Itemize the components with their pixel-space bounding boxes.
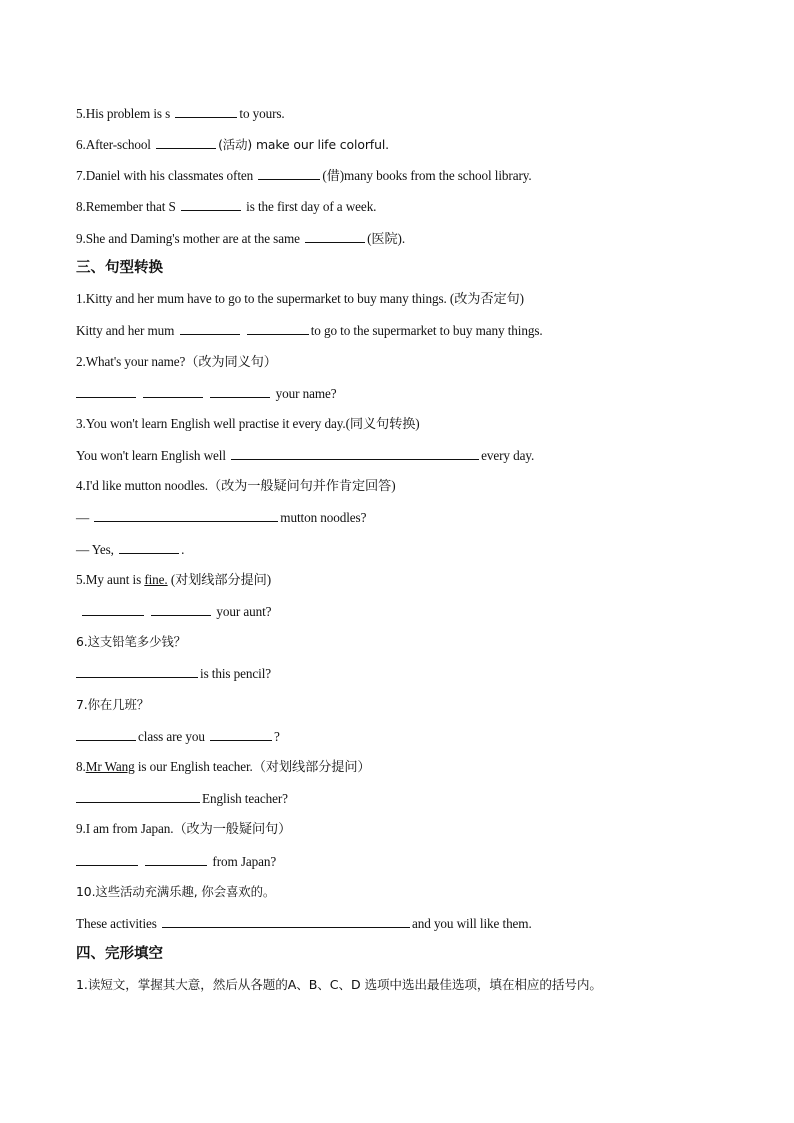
- answer-blank[interactable]: [82, 602, 144, 616]
- q7-answer: class are you ?: [76, 727, 280, 746]
- fill-item-8-tail: is the first day of a week.: [242, 199, 377, 214]
- q5-answer: your aunt?: [82, 602, 271, 621]
- q2-answer: your name?: [76, 384, 336, 403]
- q3-answer: You won't learn English well every day.: [76, 448, 535, 463]
- fill-item-6-tail: (活动) make our life colorful.: [218, 137, 390, 152]
- fill-item-9-tail: (医院).: [367, 231, 406, 246]
- answer-blank[interactable]: [151, 602, 211, 616]
- answer-blank[interactable]: [76, 727, 136, 741]
- q10-answer: These activities and you will like them.: [76, 916, 532, 931]
- underlined-phrase: Mr Wang: [85, 759, 135, 774]
- answer-blank[interactable]: [143, 384, 203, 398]
- q2-prompt: 2.What's your name?（改为同义句）: [76, 354, 277, 369]
- fill-item-6: [76, 135, 389, 154]
- q4-answer-1: — mutton noodles?: [76, 510, 367, 525]
- answer-blank[interactable]: [247, 321, 309, 335]
- section-4-instruction: 1.读短文，掌握其大意，然后从各题的A、B、C、D 选项中选出最佳选项，填在相应的括号内。: [76, 977, 602, 992]
- fill-item-7: [76, 166, 532, 185]
- answer-blank[interactable]: [231, 446, 479, 460]
- answer-blank[interactable]: [181, 197, 241, 211]
- answer-blank[interactable]: [210, 384, 270, 398]
- answer-blank[interactable]: [119, 540, 179, 554]
- fill-item-5: [76, 104, 285, 123]
- answer-blank[interactable]: [76, 789, 200, 803]
- q7-prompt: 7.你在几班？: [76, 697, 150, 712]
- fill-item-6-text: 6.After-school: [76, 137, 155, 152]
- q9-prompt: 9.I am from Japan.（改为一般疑问句）: [76, 821, 292, 836]
- fill-item-9-text: 9.She and Daming's mother are at the same: [76, 231, 304, 246]
- answer-blank[interactable]: [258, 166, 320, 180]
- q1-answer: Kitty and her mum to go to the supermarket to buy many things.: [76, 323, 543, 338]
- q8-prompt: 8.Mr Wang is our English teacher.（对划线部分提问）: [76, 759, 371, 774]
- q4-prompt: 4.I'd like mutton noodles.（改为一般疑问句并作肯定回答): [76, 478, 396, 493]
- q3-prompt: 3.You won't learn English well practise it every day.(同义句转换): [76, 416, 420, 431]
- q10-prompt: 10.这些活动充满乐趣, 你会喜欢的。: [76, 884, 276, 899]
- q4-answer-2: — Yes, .: [76, 542, 185, 557]
- answer-blank[interactable]: [210, 727, 272, 741]
- fill-item-7-tail: (借)many books from the school library.: [322, 168, 532, 183]
- q1-prompt: 1.Kitty and her mum have to go to the supermarket to buy many things. (改为否定句): [76, 291, 524, 306]
- answer-blank[interactable]: [94, 508, 278, 522]
- q6-prompt: 6.这支铅笔多少钱？: [76, 634, 186, 649]
- fill-item-8-text: 8.Remember that S: [76, 199, 179, 214]
- answer-blank[interactable]: [156, 135, 216, 149]
- answer-blank[interactable]: [145, 852, 207, 866]
- fill-item-8: [76, 197, 376, 216]
- answer-blank[interactable]: [180, 321, 240, 335]
- answer-blank[interactable]: [76, 664, 198, 678]
- section-3-title: 三、句型转换: [76, 260, 163, 276]
- answer-blank[interactable]: [162, 914, 410, 928]
- answer-blank[interactable]: [76, 384, 136, 398]
- fill-item-7-text: 7.Daniel with his classmates often: [76, 168, 257, 183]
- q8-answer: English teacher?: [76, 789, 288, 808]
- answer-blank[interactable]: [305, 229, 365, 243]
- section-4-title: 四、完形填空: [76, 946, 163, 962]
- fill-item-5-tail: to yours.: [239, 106, 285, 121]
- fill-item-5-text: 5.His problem is s: [76, 106, 174, 121]
- fill-item-9: [76, 229, 405, 248]
- underlined-phrase: fine.: [144, 572, 168, 587]
- q9-answer: from Japan?: [76, 852, 276, 871]
- answer-blank[interactable]: [175, 104, 237, 118]
- q6-answer: is this pencil?: [76, 664, 271, 683]
- answer-blank[interactable]: [76, 852, 138, 866]
- q5-prompt: 5.My aunt is fine. (对划线部分提问): [76, 572, 272, 587]
